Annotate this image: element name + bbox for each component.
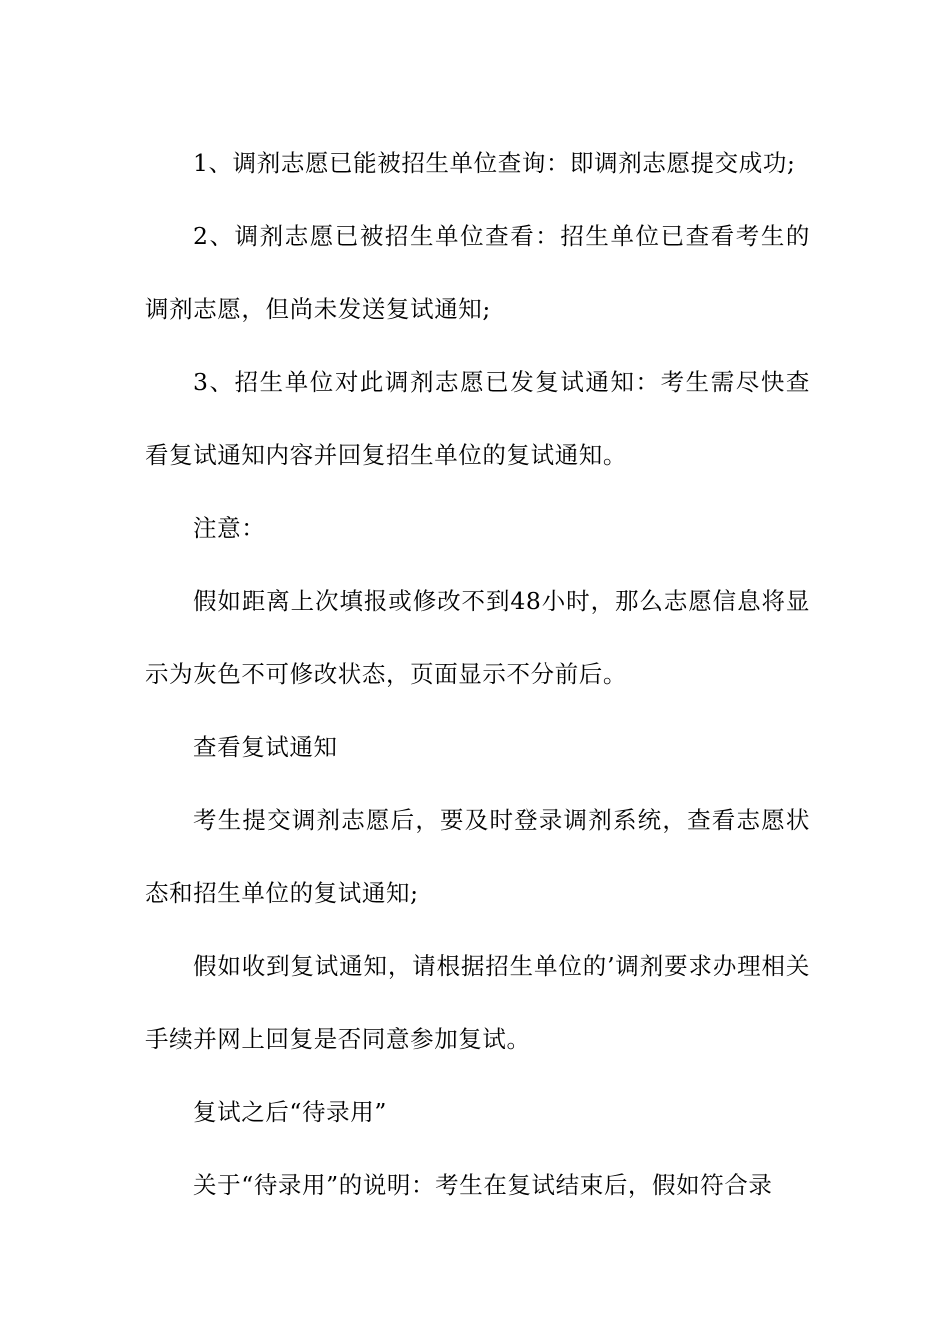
status-item-3-paragraph: 3、招生单位对此调剂志愿已发复试通知：考生需尽快查看复试通知内容并回复招生单位的复试通知。 — [145, 368, 810, 469]
view-notice-paragraph-1: 考生提交调剂志愿后，要及时登录调剂系统，查看志愿状态和招生单位的复试通知; — [145, 806, 810, 907]
status-item-1-paragraph: 1、调剂志愿已能被招生单位查询：即调剂志愿提交成功; — [193, 149, 796, 177]
pending-admission-paragraph: 关于“待录用”的说明：考生在复试结束后，假如符合录 — [193, 1171, 773, 1199]
section-heading-view-notice: 查看复试通知 — [193, 733, 338, 761]
view-notice-paragraph-2: 假如收到复试通知，请根据招生单位的’调剂要求办理相关手续并网上回复是否同意参加复试。 — [145, 952, 810, 1053]
note-paragraph: 假如距离上次填报或修改不到48小时，那么志愿信息将显示为灰色不可修改状态，页面显示不分前后。 — [145, 587, 810, 688]
status-item-2-paragraph: 2、调剂志愿已被招生单位查看：招生单位已查看考生的调剂志愿，但尚未发送复试通知; — [145, 222, 810, 323]
document-body — [145, 127, 810, 1222]
note-heading: 注意： — [193, 514, 266, 542]
section-heading-pending-admission: 复试之后“待录用” — [193, 1098, 387, 1126]
